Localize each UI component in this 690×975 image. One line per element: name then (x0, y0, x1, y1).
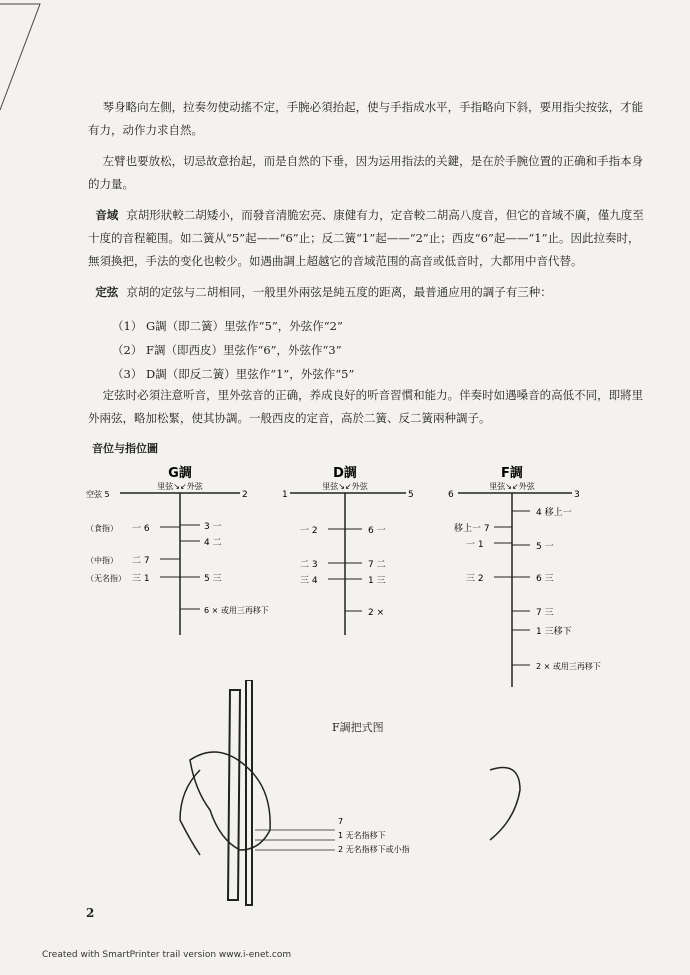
svg-text:1 三: 1 三 (368, 576, 386, 586)
svg-text:一 6: 一 6 (132, 524, 150, 534)
figure-caption: F調把式图 (332, 721, 384, 734)
svg-text:三 1: 三 1 (132, 574, 150, 584)
svg-text:3: 3 (574, 490, 580, 500)
figure-note-1: 1 无名指移下 (338, 831, 386, 840)
svg-text:移上一 7: 移上一 7 (454, 524, 490, 534)
svg-text:2 ×: 2 × (368, 608, 385, 618)
key-item-f: （2） F調（即西皮）里弦作“6”，外弦作“3” (112, 343, 342, 357)
watermark-footer: Created with SmartPrinter trail version www.i-enet.com (42, 950, 292, 960)
svg-text:7 二: 7 二 (368, 560, 386, 570)
scan-corner-line (0, 0, 60, 120)
svg-text:5 一: 5 一 (536, 542, 554, 552)
diagram-f-strings: 里弦↘↙外弦 (489, 482, 535, 491)
diagram-d-strings: 里弦↘↙外弦 (322, 482, 368, 491)
svg-text:6: 6 (448, 490, 454, 500)
diagram-f (448, 465, 601, 687)
key-item-d: （3） D調（即反二簧）里弦作“1”，外弦作“5” (112, 367, 355, 381)
svg-text:一 2: 一 2 (300, 526, 318, 536)
diagram-g-strings: 里弦↘↙外弦 (157, 482, 203, 491)
svg-text:7 三: 7 三 (536, 608, 554, 618)
fingering-diagrams (0, 455, 690, 700)
paragraph-range: 音域 京胡形狀較二胡矮小，而發音清脆宏亮、康健有力，定音較二胡高八度音，但它的音域不廣，僅九度至十度的音程範围。如二簧从“5”起——“6”止；反二簧“1”起——“2”止；西皮“6”起——“1”止。因此拉奏时，無須換把，手法的变化也較少。如遇曲調上超越它的音域范围的高音或低音时，大都用中音代替。 (88, 208, 644, 268)
diagram-g-open-label: 空弦 5 (86, 490, 110, 499)
diagram-d-title: D調 (333, 466, 357, 481)
paragraph-1: 琴身略向左側，拉奏勿使动搖不定，手腕必須抬起，使与手指成水平，手指略向下斜，要用指尖按弦，才能有力，动作力求自然。 (88, 100, 644, 137)
svg-text:三 4: 三 4 (300, 576, 318, 586)
svg-text:5: 5 (408, 490, 414, 500)
svg-text:1 三移下: 1 三移下 (536, 627, 572, 637)
finger-ring-label: （无名指） (86, 574, 126, 583)
term-range: 音域 (95, 208, 119, 222)
diagram-g-title: G調 (168, 466, 192, 481)
svg-text:二 7: 二 7 (132, 556, 150, 566)
term-tuning: 定弦 (95, 285, 119, 299)
hand-illustration (160, 680, 560, 910)
body-text (88, 96, 648, 304)
figure-note-7: 7 (338, 817, 344, 826)
svg-text:6 三: 6 三 (536, 574, 554, 584)
svg-text:三 2: 三 2 (466, 574, 484, 584)
key-item-g: （1） G調（即二簧）里弦作“5”，外弦作“2” (112, 319, 343, 333)
diagram-g-open-right: 2 (242, 490, 248, 500)
svg-text:二 3: 二 3 (300, 560, 318, 570)
diagram-f-title: F調 (501, 466, 523, 481)
diagram-d (282, 465, 414, 635)
svg-text:6 一: 6 一 (368, 526, 386, 536)
svg-text:4 二: 4 二 (204, 538, 222, 548)
paragraph-listening: 定弦时必須注意听音，里外弦音的正确，养成良好的听音習慣和能力。伴奏时如遇嗓音的高低不同，即將里外兩弦，略加松緊，使其协調。一般西皮的定音，高於二簧、反二簧兩种調子。 (88, 388, 644, 425)
svg-text:3 一: 3 一 (204, 522, 222, 532)
svg-text:4 移上一: 4 移上一 (536, 508, 572, 518)
svg-text:6 × 或用三再移下: 6 × 或用三再移下 (204, 606, 269, 615)
paragraph-tuning: 定弦 京胡的定弦与二胡相同，一般里外兩弦是純五度的距离，最普通应用的調子有三种： (95, 285, 552, 299)
svg-text:5 三: 5 三 (204, 574, 222, 584)
section-title: 音位与指位圖 (92, 442, 158, 455)
svg-text:1: 1 (282, 490, 288, 500)
svg-text:2 × 或用三再移下: 2 × 或用三再移下 (536, 662, 601, 671)
svg-text:一 1: 一 1 (466, 540, 484, 550)
finger-middle-label: （中指） (86, 556, 118, 565)
finger-index-label: （食指） (86, 524, 118, 533)
figure-note-2: 2 无名指移下或小指 (338, 845, 410, 854)
page-number: 2 (86, 906, 95, 920)
paragraph-2: 左臂也要放松，切忌故意抬起，而是自然的下垂，因为运用指法的关鍵，是在於手腕位置的正确和手指本身的力量。 (88, 154, 644, 191)
diagram-g (86, 465, 269, 635)
